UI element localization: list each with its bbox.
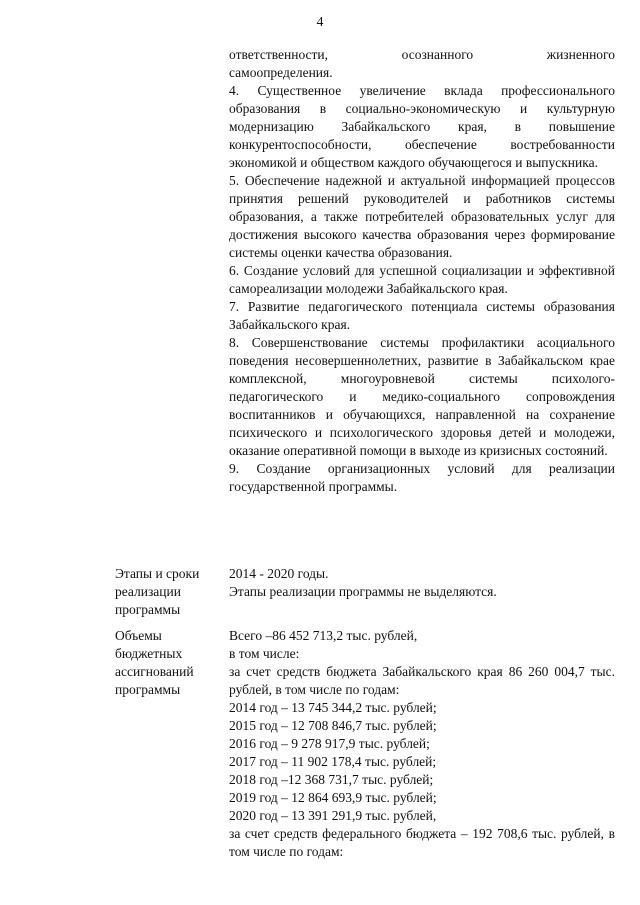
stages-label-cell xyxy=(115,565,220,619)
goal-3-tail: самоопределения. xyxy=(229,65,333,80)
goal-continuation-line1: ответственности, осознанного жизненного xyxy=(229,47,615,62)
goal-7: 7. Развитие педагогического потенциала системы образования Забайкальского края. xyxy=(229,299,615,332)
stages-line: Этапы реализации программы не выделяются. xyxy=(229,584,497,599)
budget-line: 2018 год –12 368 731,7 тыс. рублей; xyxy=(229,772,434,787)
budget-line: 2020 год – 13 391 291,9 тыс. рублей, xyxy=(229,808,437,823)
budget-label-cell xyxy=(115,627,220,699)
budget-line: за счет средств бюджета Забайкальского края 86 260 004,7 тыс. рублей, в том числе по годам: xyxy=(229,664,615,697)
budget-line: 2017 год – 11 902 178,4 тыс. рублей; xyxy=(229,754,437,769)
budget-line: за счет средств федерального бюджета – 192 708,6 тыс. рублей, в том числе по годам: xyxy=(229,826,615,859)
stages-value-cell xyxy=(229,565,615,601)
budget-line: 2014 год – 13 745 344,2 тыс. рублей; xyxy=(229,700,437,715)
budget-line: Всего –86 452 713,2 тыс. рублей, xyxy=(229,628,418,643)
goals-block xyxy=(229,46,615,64)
budget-line: 2019 год – 12 864 693,9 тыс. рублей; xyxy=(229,790,437,805)
stages-line: 2014 - 2020 годы. xyxy=(229,566,329,581)
goal-4: 4. Существенное увеличение вклада профессионального образования в социально-экономическую и культурную модернизацию Забайкальского края, в повышение конкурентоспособности, обеспечение востребованности экономикой и обществом каждого обучающегося и выпускника. xyxy=(229,83,615,170)
budget-line: 2016 год – 9 278 917,9 тыс. рублей; xyxy=(229,736,430,751)
goal-5: 5. Обеспечение надежной и актуальной информацией процессов принятия решений руководителей и работников системы образования, а также потребителей образовательных услуг для достижения высокого качества образования через формирование системы оценки качества образования. xyxy=(229,173,615,260)
goal-6: 6. Создание условий для успешной социализации и эффективной самореализации молодежи Забайкальского края. xyxy=(229,263,615,296)
goal-8: 8. Совершенствование системы профилактики асоциального поведения несовершеннолетних, развитие в Забайкальском крае комплексной, многоуровневой системы психолого-педагогического и медико-социального сопровождения воспитанников и обучающихся, направленной на сохранение психического и психологического здоровья детей и молодежи, оказание оперативной помощи в выходе из кризисных состояний. xyxy=(229,335,615,458)
goal-9: 9. Создание организационных условий для реализации государственной программы. xyxy=(229,461,615,494)
budget-line: в том числе: xyxy=(229,646,300,661)
goals-list xyxy=(229,64,615,496)
budget-value-cell xyxy=(229,627,615,861)
page-number: 4 xyxy=(316,14,324,29)
stages-label: Этапы и сроки реализации программы xyxy=(115,566,200,617)
budget-line: 2015 год – 12 708 846,7 тыс. рублей; xyxy=(229,718,437,733)
budget-label: Объемы бюджетных ассигнований программы xyxy=(115,628,194,697)
